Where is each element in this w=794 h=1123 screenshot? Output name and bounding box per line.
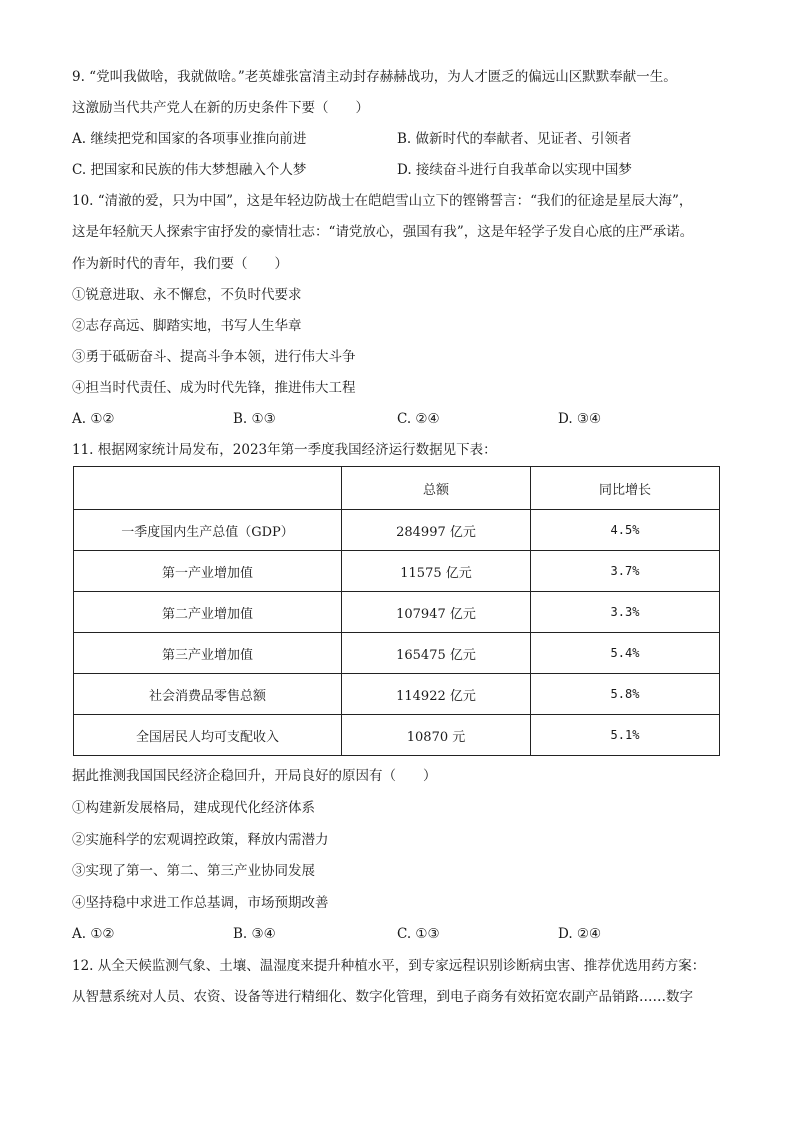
table-header-cell: 总额	[342, 467, 531, 510]
q10-stem-line2: 这是年轻航天人探索宇宙抒发的豪情壮志：“请党放心，强国有我”，这是年轻学子发自心底的庄严承诺。	[72, 224, 694, 240]
table-cell: 284997 亿元	[342, 510, 531, 551]
q10-option-a[interactable]: A. ①②	[72, 411, 115, 427]
q11-option-a[interactable]: A. ①②	[72, 926, 115, 942]
table-cell: 第三产业增加值	[74, 633, 342, 674]
table-cell: 5.1%	[531, 715, 720, 756]
q10-option-c[interactable]: C. ②④	[397, 411, 440, 427]
q9-option-c[interactable]: C. 把国家和民族的伟大梦想融入个人梦	[72, 162, 307, 178]
q11-option-c[interactable]: C. ①③	[397, 926, 440, 942]
table-cell: 165475 亿元	[342, 633, 531, 674]
q10-option-b[interactable]: B. ①③	[233, 411, 276, 427]
q11-statement-1: ①构建新发展格局，建成现代化经济体系	[72, 800, 315, 816]
table-cell: 3.7%	[531, 551, 720, 592]
table-cell: 11575 亿元	[342, 551, 531, 592]
q10-option-d[interactable]: D. ③④	[558, 411, 602, 427]
q10-statement-2: ②志存高远、脚踏实地，书写人生华章	[72, 318, 302, 334]
q11-stem-line1: 11. 根据网家统计局发布，2023年第一季度我国经济运行数据见下表：	[72, 442, 497, 458]
q12-stem-line1: 12. 从全天候监测气象、土壤、温湿度来提升种植水平，到专家远程识别诊断病虫害、推荐优选用药方案：	[72, 958, 706, 974]
q10-statement-4: ④担当时代责任、成为时代先锋，推进伟大工程	[72, 380, 356, 396]
q11-statement-3: ③实现了第一、第二、第三产业协同发展	[72, 863, 315, 879]
table-cell: 114922 亿元	[342, 674, 531, 715]
table-cell: 一季度国内生产总值（GDP）	[74, 510, 342, 551]
q9-option-a[interactable]: A. 继续把党和国家的各项事业推向前进	[72, 131, 307, 147]
table-cell: 社会消费品零售总额	[74, 674, 342, 715]
table-row	[74, 633, 720, 674]
economic-data-table	[73, 466, 720, 756]
table-cell: 107947 亿元	[342, 592, 531, 633]
q11-stem-line2: 据此推测我国国民经济企稳回升，开局良好的原因有（ ）	[72, 768, 437, 784]
q11-statement-4: ④坚持稳中求进工作总基调，市场预期改善	[72, 895, 329, 911]
q11-option-b[interactable]: B. ③④	[233, 926, 276, 942]
q9-option-d[interactable]: D. 接续奋斗进行自我革命以实现中国梦	[397, 162, 632, 178]
table-header-cell	[74, 467, 342, 510]
table-header-row	[74, 467, 720, 510]
q10-statement-3: ③勇于砥砺奋斗、提高斗争本领，进行伟大斗争	[72, 349, 356, 365]
q9-option-b[interactable]: B. 做新时代的奉献者、见证者、引领者	[397, 131, 632, 147]
table-row	[74, 715, 720, 756]
table-cell: 全国居民人均可支配收入	[74, 715, 342, 756]
table-cell: 5.8%	[531, 674, 720, 715]
table-header-cell: 同比增长	[531, 467, 720, 510]
q12-stem-line2: 从智慧系统对人员、农资、设备等进行精细化、数字化管理，到电子商务有效拓宽农副产品销路……数字	[72, 989, 693, 1005]
table-cell: 第一产业增加值	[74, 551, 342, 592]
q10-statement-1: ①锐意进取、永不懈怠，不负时代要求	[72, 287, 302, 303]
table-row	[74, 510, 720, 551]
q11-statement-2: ②实施科学的宏观调控政策，释放内需潜力	[72, 832, 329, 848]
table-cell: 5.4%	[531, 633, 720, 674]
table-cell: 10870 元	[342, 715, 531, 756]
table-cell: 第二产业增加值	[74, 592, 342, 633]
q10-stem-line1: 10. “清澈的爱，只为中国”，这是年轻边防战士在皑皑雪山立下的铿锵誓言：“我们的征途是星辰大海”，	[72, 193, 693, 209]
table-row	[74, 592, 720, 633]
table-row	[74, 551, 720, 592]
table-cell: 4.5%	[531, 510, 720, 551]
table-cell: 3.3%	[531, 592, 720, 633]
q10-stem-line3: 作为新时代的青年，我们要（ ）	[72, 256, 288, 272]
q11-option-d[interactable]: D. ②④	[558, 926, 602, 942]
q9-stem-line2: 这激励当代共产党人在新的历史条件下要（ ）	[72, 100, 369, 116]
table-row	[74, 674, 720, 715]
q9-stem-line1: 9. “党叫我做啥，我就做啥。”老英雄张富清主动封存赫赫战功，为人才匮乏的偏远山区默默奉献一生。	[72, 69, 677, 85]
